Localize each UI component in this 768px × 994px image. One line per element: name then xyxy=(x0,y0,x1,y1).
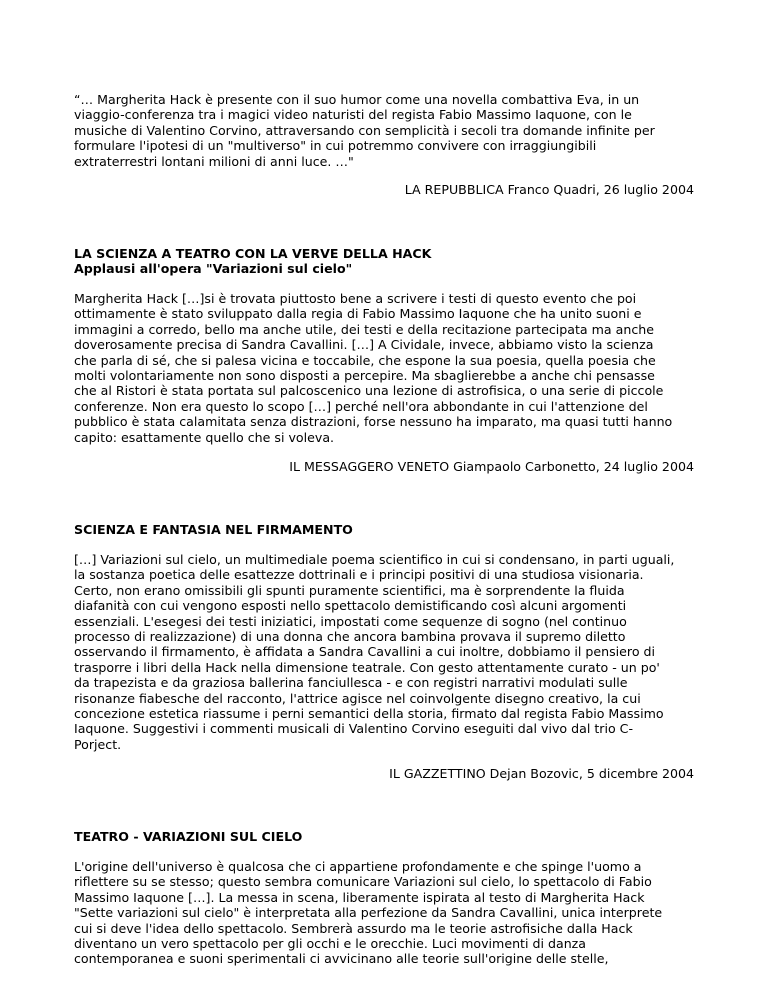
review-2-subtitle: Applausi all'opera "Variazioni sul cielo" xyxy=(74,261,353,277)
review-3-text: […] Variazioni sul cielo, un multimediale poema scientifico in cui si condensano, in parti uguali, la sostanza poetica delle esattezze dottrinali e i principi positivi di una studiosa visionaria. Certo, non erano omissibili gli spunti puramente scientifici, ma è sorprendente la fluida diafanità con cui vengono esposti nello spettacolo demistificando così alcuni argomenti essenziali. L'esegesi dei testi iniziatici, impostati come sequenze di sogno (nel continuo processo di realizzazione) di una donna che ancora bambina provava il supremo diletto osservando il firmamento, è affidata a Sandra Cavallini a cui inoltre, dobbiamo il pensiero di trasporre i libri della Hack nella dimensione teatrale. Con gesto attentamente curato - un po' da trapezista e da graziosa ballerina fanciullesca - e con registri narrativi modulati sulle risonanze fiabesche del racconto, l'attrice agisce nel coinvolgente disegno creativo, la cui concezione estetica riassume i perni semantici della storia, firmato dal regista Fabio Massimo Iaquone. Suggestivi i commenti musicali di Valentino Corvino eseguiti dal vivo dal trio C- Porject. xyxy=(74,552,675,752)
review-3-credit: IL GAZZETTINO Dejan Bozovic, 5 dicembre 2004 xyxy=(389,766,694,781)
review-4-text: L'origine dell'universo è qualcosa che ci appartiene profondamente e che spinge l'uomo a riflettere su se stesso; questo sembra comunicare Variazioni sul cielo, lo spettacolo di Fabio Massimo Iaquone […]. La messa in scena, liberamente ispirata al testo di Margherita Hack "Sette variazioni sul cielo" è interpretata alla perfezione da Sandra Cavallini, unica interprete cui si deve l'idea dello spettacolo. Sembrerà assurdo ma le teorie astrofisiche dalla Hack diventano un vero spettacolo per gli occhi e le orecchie. Luci movimenti di danza contemporanea e suoni sperimentali ci avvicinano alle teorie sull'origine delle stelle, xyxy=(74,859,663,967)
review-4-title: TEATRO - VARIAZIONI SUL CIELO xyxy=(74,829,303,844)
review-1-credit: LA REPUBBLICA Franco Quadri, 26 luglio 2004 xyxy=(404,182,694,197)
review-3-title: SCIENZA E FANTASIA NEL FIRMAMENTO xyxy=(74,522,353,537)
review-1-text: “… Margherita Hack è presente con il suo humor come una novella combattiva Eva, in un viaggio-conferenza tra i magici video naturisti del regista Fabio Massimo Iaquone, con le musiche di Valentino Corvino, attraversando con semplicità i secoli tra domande infinite per formulare l'ipotesi di un "multiverso" in cui potremmo convivere con irraggiungibili extraterrestri lontani milioni di anni luce. …" xyxy=(74,92,655,169)
review-2-heading xyxy=(74,246,714,277)
review-2-credit: IL MESSAGGERO VENETO Giampaolo Carbonetto, 24 luglio 2004 xyxy=(289,459,694,474)
review-2-title: LA SCIENZA A TEATRO CON LA VERVE DELLA HACK xyxy=(74,246,432,261)
review-2-text: Margherita Hack […]si è trovata piuttosto bene a scrivere i testi di questo evento che poi ottimamente è stato sviluppato dalla regia di Fabio Massimo Iaquone che ha unito suoni e immagini a corredo, bello ma anche utile, dei testi e della recitazione partecipata ma anche doverosamente precisa di Sandra Cavallini. […] A Cividale, invece, abbiamo visto la scienza che parla di sé, che si palesa vicina e toccabile, che espone la sua poesia, quella poesia che molti volontariamente non sono disposti a percepire. Ma sbaglierebbe a anche chi pensasse che al Ristori è stata portata sul palcoscenico una lezione di astrofisica, o una serie di piccole conferenze. Non era questo lo scopo […] perché nell'ora abbondante in cui l'attenzione del pubblico è stata calamitata senza distrazioni, forse nessuno ha imparato, ma quasi tutti hanno capito: esattamente quello che si voleva. xyxy=(74,291,673,445)
